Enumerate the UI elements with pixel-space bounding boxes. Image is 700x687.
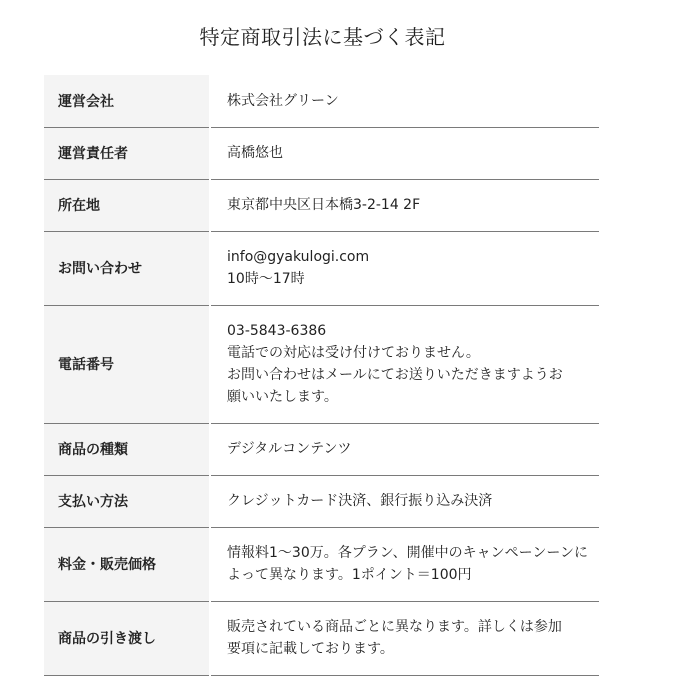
table-row-price: [44, 527, 599, 601]
price-text: 情報料1～30万。各プラン、開催中のキャンペーンーンに: [227, 545, 589, 561]
row-value: [210, 601, 599, 675]
table-row-address: [44, 179, 599, 231]
row-label: 商品の種類: [44, 423, 210, 475]
row-value: [210, 75, 599, 127]
payment-methods-text: クレジットカード決済、銀行振り込み決済: [227, 493, 493, 509]
row-value: [210, 127, 599, 179]
table-row-product-type: [44, 423, 599, 475]
address-text: 東京都中央区日本橋3-2-14 2F: [227, 197, 421, 213]
row-label: 料金・販売価格: [44, 527, 210, 601]
table-row-company: [44, 75, 599, 127]
row-value: [210, 179, 599, 231]
phone-number-link[interactable]: 03-5843-6386: [227, 323, 327, 339]
row-label: 運営責任者: [44, 127, 210, 179]
row-label: 支払い方法: [44, 475, 210, 527]
product-type-text: デジタルコンテンツ: [227, 441, 352, 457]
contact-hours: 10時～17時: [227, 271, 305, 287]
row-value: [210, 527, 599, 601]
row-label: 商品の引き渡し: [44, 601, 210, 675]
row-label: 運営会社: [44, 75, 210, 127]
price-text: よって異なります。1ポイント＝100円: [227, 567, 472, 583]
row-label: お問い合わせ: [44, 231, 210, 305]
row-value: [210, 305, 599, 423]
phone-note: 電話での対応は受け付けておりません。: [227, 345, 480, 361]
table-row-payment: [44, 475, 599, 527]
row-value: [210, 475, 599, 527]
company-name: 株式会社グリーン: [227, 92, 339, 109]
table-row-contact: [44, 231, 599, 305]
table-row-phone: [44, 305, 599, 423]
table-row-delivery: [44, 601, 599, 675]
delivery-text: 販売されている商品ごとに異なります。詳しくは参加: [227, 619, 562, 635]
row-label: 電話番号: [44, 305, 210, 423]
page-title: 特定商取引法に基づく表記: [199, 25, 446, 49]
table-row-manager: [44, 127, 599, 179]
delivery-text: 要項に記載しております。: [227, 641, 394, 657]
manager-name: 高橋悠也: [227, 145, 283, 161]
row-value: [210, 423, 599, 475]
row-value: [210, 231, 599, 305]
contact-email-link[interactable]: info@gyakulogi.com: [227, 249, 370, 265]
row-label: 所在地: [44, 179, 210, 231]
legal-info-table: [44, 75, 599, 676]
phone-note: 願いいたします。: [227, 389, 338, 405]
phone-note: お問い合わせはメールにてお送りいただきますようお: [227, 367, 563, 383]
